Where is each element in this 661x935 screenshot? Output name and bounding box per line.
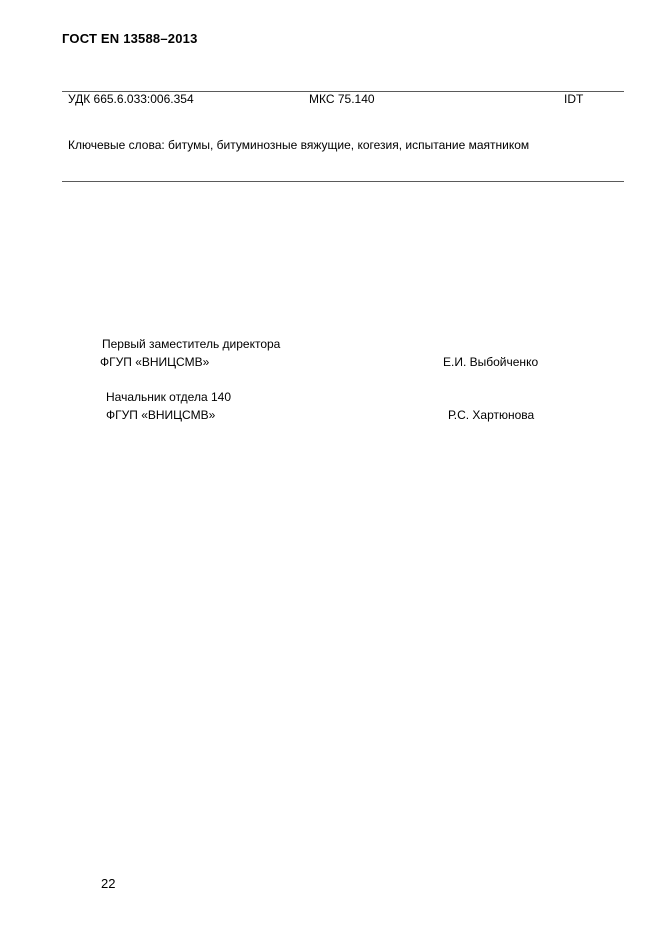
document-header: ГОСТ EN 13588–2013 xyxy=(62,31,198,46)
signatory-1-position: Первый заместитель директора xyxy=(102,337,281,351)
bottom-divider xyxy=(62,181,624,182)
signatory-2-organization: ФГУП «ВНИЦСМВ» xyxy=(106,408,216,422)
signatory-1-organization: ФГУП «ВНИЦСМВ» xyxy=(100,355,210,369)
page-number: 22 xyxy=(101,876,116,891)
signatory-1-name: Е.И. Выбойченко xyxy=(443,355,539,369)
udk-code: УДК 665.6.033:006.354 xyxy=(68,92,194,106)
signatory-2-position: Начальник отдела 140 xyxy=(106,390,231,404)
signatory-2-name: Р.С. Хартюнова xyxy=(448,408,535,422)
idt-marker: IDT xyxy=(564,92,584,106)
mks-code: МКС 75.140 xyxy=(309,92,375,106)
keywords-line: Ключевые слова: битумы, битуминозные вяжущие, когезия, испытание маятником xyxy=(68,138,530,152)
